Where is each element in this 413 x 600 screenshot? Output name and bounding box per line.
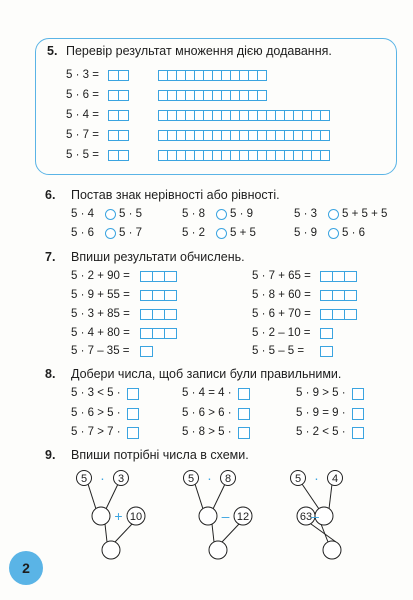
scheme-line bbox=[311, 524, 336, 542]
task7-title: Впиши результати обчислень. bbox=[71, 250, 245, 264]
scheme-operator: · bbox=[207, 470, 212, 486]
task6-right: 5 · 6 bbox=[342, 227, 366, 239]
scheme-number-b: 4 bbox=[331, 473, 339, 485]
task5-number: 5. bbox=[47, 44, 58, 58]
scheme-line bbox=[212, 524, 214, 542]
task5-answer-boxes[interactable] bbox=[108, 90, 128, 101]
scheme-result-circle[interactable] bbox=[102, 541, 120, 559]
task6-sign-circle[interactable] bbox=[105, 209, 116, 220]
task6-sign-circle[interactable] bbox=[216, 209, 227, 220]
task6-sign-circle[interactable] bbox=[105, 228, 116, 239]
scheme-line bbox=[321, 524, 328, 542]
task7-right-answer[interactable] bbox=[320, 309, 356, 320]
task7-right-answer[interactable] bbox=[320, 328, 332, 339]
task7-right-expression: 5 · 2 – 10 = bbox=[252, 327, 311, 339]
task7-right-answer[interactable] bbox=[320, 271, 356, 282]
scheme-blank-circle[interactable] bbox=[92, 507, 110, 525]
task7-left-expression: 5 · 3 + 85 = bbox=[71, 308, 130, 320]
scheme-number-b: 8 bbox=[224, 473, 232, 485]
task8-expression: 5 · 4 = 4 · bbox=[182, 387, 232, 399]
task5-addition-boxes[interactable] bbox=[158, 70, 266, 81]
task6-right: 5 · 9 bbox=[230, 208, 254, 220]
task8-expression: 5 · 2 < 5 · bbox=[296, 426, 346, 438]
task8-answer-box[interactable] bbox=[238, 388, 250, 400]
task6-left: 5 · 8 bbox=[182, 208, 206, 220]
task6-left: 5 · 3 bbox=[294, 208, 318, 220]
task8-expression: 5 · 8 > 5 · bbox=[182, 426, 232, 438]
task7-right-answer[interactable] bbox=[320, 290, 356, 301]
task5-answer-boxes[interactable] bbox=[108, 110, 128, 121]
task6-right: 5 + 5 bbox=[230, 227, 256, 239]
scheme-line bbox=[213, 484, 225, 509]
task8-answer-box[interactable] bbox=[127, 388, 139, 400]
scheme-line bbox=[195, 484, 203, 509]
scheme-number-b: 3 bbox=[117, 473, 125, 485]
task6-right: 5 · 7 bbox=[119, 227, 143, 239]
scheme-operator: + bbox=[114, 508, 123, 524]
task6-left: 5 · 6 bbox=[71, 227, 95, 239]
task8-answer-box[interactable] bbox=[238, 427, 250, 439]
task8-title: Добери числа, щоб записи були правильними. bbox=[71, 367, 342, 381]
task8-expression: 5 · 6 > 6 · bbox=[182, 407, 232, 419]
task7-right-expression: 5 · 6 + 70 = bbox=[252, 308, 311, 320]
task5-title: Перевір результат множення дією додавання. bbox=[66, 44, 332, 58]
scheme-line bbox=[222, 524, 239, 542]
scheme-line bbox=[115, 524, 132, 542]
task7-left-expression: 5 · 4 + 80 = bbox=[71, 327, 130, 339]
task6-right: 5 + 5 + 5 bbox=[342, 208, 388, 220]
scheme-number-c: 12 bbox=[236, 511, 250, 523]
task9-number: 9. bbox=[45, 448, 56, 462]
task6-sign-circle[interactable] bbox=[328, 228, 339, 239]
scheme-blank-circle[interactable] bbox=[199, 507, 217, 525]
task8-answer-box[interactable] bbox=[238, 408, 250, 420]
task7-left-answer[interactable] bbox=[140, 271, 176, 282]
task5-expression: 5 · 4 = bbox=[66, 109, 99, 121]
task7-left-answer[interactable] bbox=[140, 328, 176, 339]
task7-left-answer[interactable] bbox=[140, 309, 176, 320]
scheme-operator: – bbox=[311, 508, 319, 524]
scheme-result-circle[interactable] bbox=[323, 541, 341, 559]
task6-title: Постав знак нерівності або рівності. bbox=[71, 188, 280, 202]
task6-left: 5 · 9 bbox=[294, 227, 318, 239]
task5-expression: 5 · 6 = bbox=[66, 89, 99, 101]
scheme-line bbox=[302, 484, 319, 509]
task8-answer-box[interactable] bbox=[127, 427, 139, 439]
scheme-line bbox=[106, 484, 118, 509]
page-number: 2 bbox=[9, 551, 43, 585]
task5-addition-boxes[interactable] bbox=[158, 90, 266, 101]
scheme-number-c: 10 bbox=[129, 511, 143, 523]
task8-expression: 5 · 3 < 5 · bbox=[71, 387, 121, 399]
scheme-number-a: 5 bbox=[187, 473, 195, 485]
task8-answer-box[interactable] bbox=[352, 427, 364, 439]
task8-number: 8. bbox=[45, 367, 56, 381]
task8-expression: 5 · 9 > 5 · bbox=[296, 387, 346, 399]
task8-expression: 5 · 7 > 7 · bbox=[71, 426, 121, 438]
task7-left-answer[interactable] bbox=[140, 346, 152, 357]
task6-right: 5 · 5 bbox=[119, 208, 143, 220]
scheme-operator: · bbox=[100, 470, 105, 486]
scheme-number-a: 5 bbox=[294, 473, 302, 485]
scheme-result-circle[interactable] bbox=[209, 541, 227, 559]
scheme-operator: · bbox=[314, 470, 319, 486]
task7-right-expression: 5 · 7 + 65 = bbox=[252, 270, 311, 282]
task8-expression: 5 · 6 > 5 · bbox=[71, 407, 121, 419]
scheme-number-c: 63 bbox=[299, 511, 313, 523]
task5-addition-boxes[interactable] bbox=[158, 150, 329, 161]
task6-sign-circle[interactable] bbox=[328, 209, 339, 220]
scheme-line bbox=[88, 484, 96, 509]
task5-answer-boxes[interactable] bbox=[108, 70, 128, 81]
task5-expression: 5 · 7 = bbox=[66, 129, 99, 141]
task7-right-expression: 5 · 8 + 60 = bbox=[252, 289, 311, 301]
scheme-number-a: 5 bbox=[80, 473, 88, 485]
task8-answer-box[interactable] bbox=[127, 408, 139, 420]
task7-left-expression: 5 · 9 + 55 = bbox=[71, 289, 130, 301]
task5-addition-boxes[interactable] bbox=[158, 130, 329, 141]
task7-right-expression: 5 · 5 – 5 = bbox=[252, 345, 305, 357]
task6-number: 6. bbox=[45, 188, 56, 202]
task5-addition-boxes[interactable] bbox=[158, 110, 329, 121]
task6-left: 5 · 2 bbox=[182, 227, 206, 239]
task8-expression: 5 · 9 = 9 · bbox=[296, 407, 346, 419]
task9-schemes bbox=[0, 460, 413, 580]
scheme-operator: – bbox=[221, 508, 230, 524]
task8-answer-box[interactable] bbox=[352, 408, 364, 420]
task5-answer-boxes[interactable] bbox=[108, 130, 128, 141]
task8-answer-box[interactable] bbox=[352, 388, 364, 400]
task7-left-expression: 5 · 7 – 35 = bbox=[71, 345, 130, 357]
task5-expression: 5 · 5 = bbox=[66, 149, 99, 161]
task7-right-answer[interactable] bbox=[320, 346, 332, 357]
task5-expression: 5 · 3 = bbox=[66, 69, 99, 81]
task5-answer-boxes[interactable] bbox=[108, 150, 128, 161]
scheme-line bbox=[329, 484, 332, 509]
task6-sign-circle[interactable] bbox=[216, 228, 227, 239]
task7-number: 7. bbox=[45, 250, 56, 264]
task6-left: 5 · 4 bbox=[71, 208, 95, 220]
task9-title: Впиши потрібні числа в схеми. bbox=[71, 448, 249, 462]
task7-left-answer[interactable] bbox=[140, 290, 176, 301]
task7-left-expression: 5 · 2 + 90 = bbox=[71, 270, 130, 282]
scheme-line bbox=[105, 524, 107, 542]
